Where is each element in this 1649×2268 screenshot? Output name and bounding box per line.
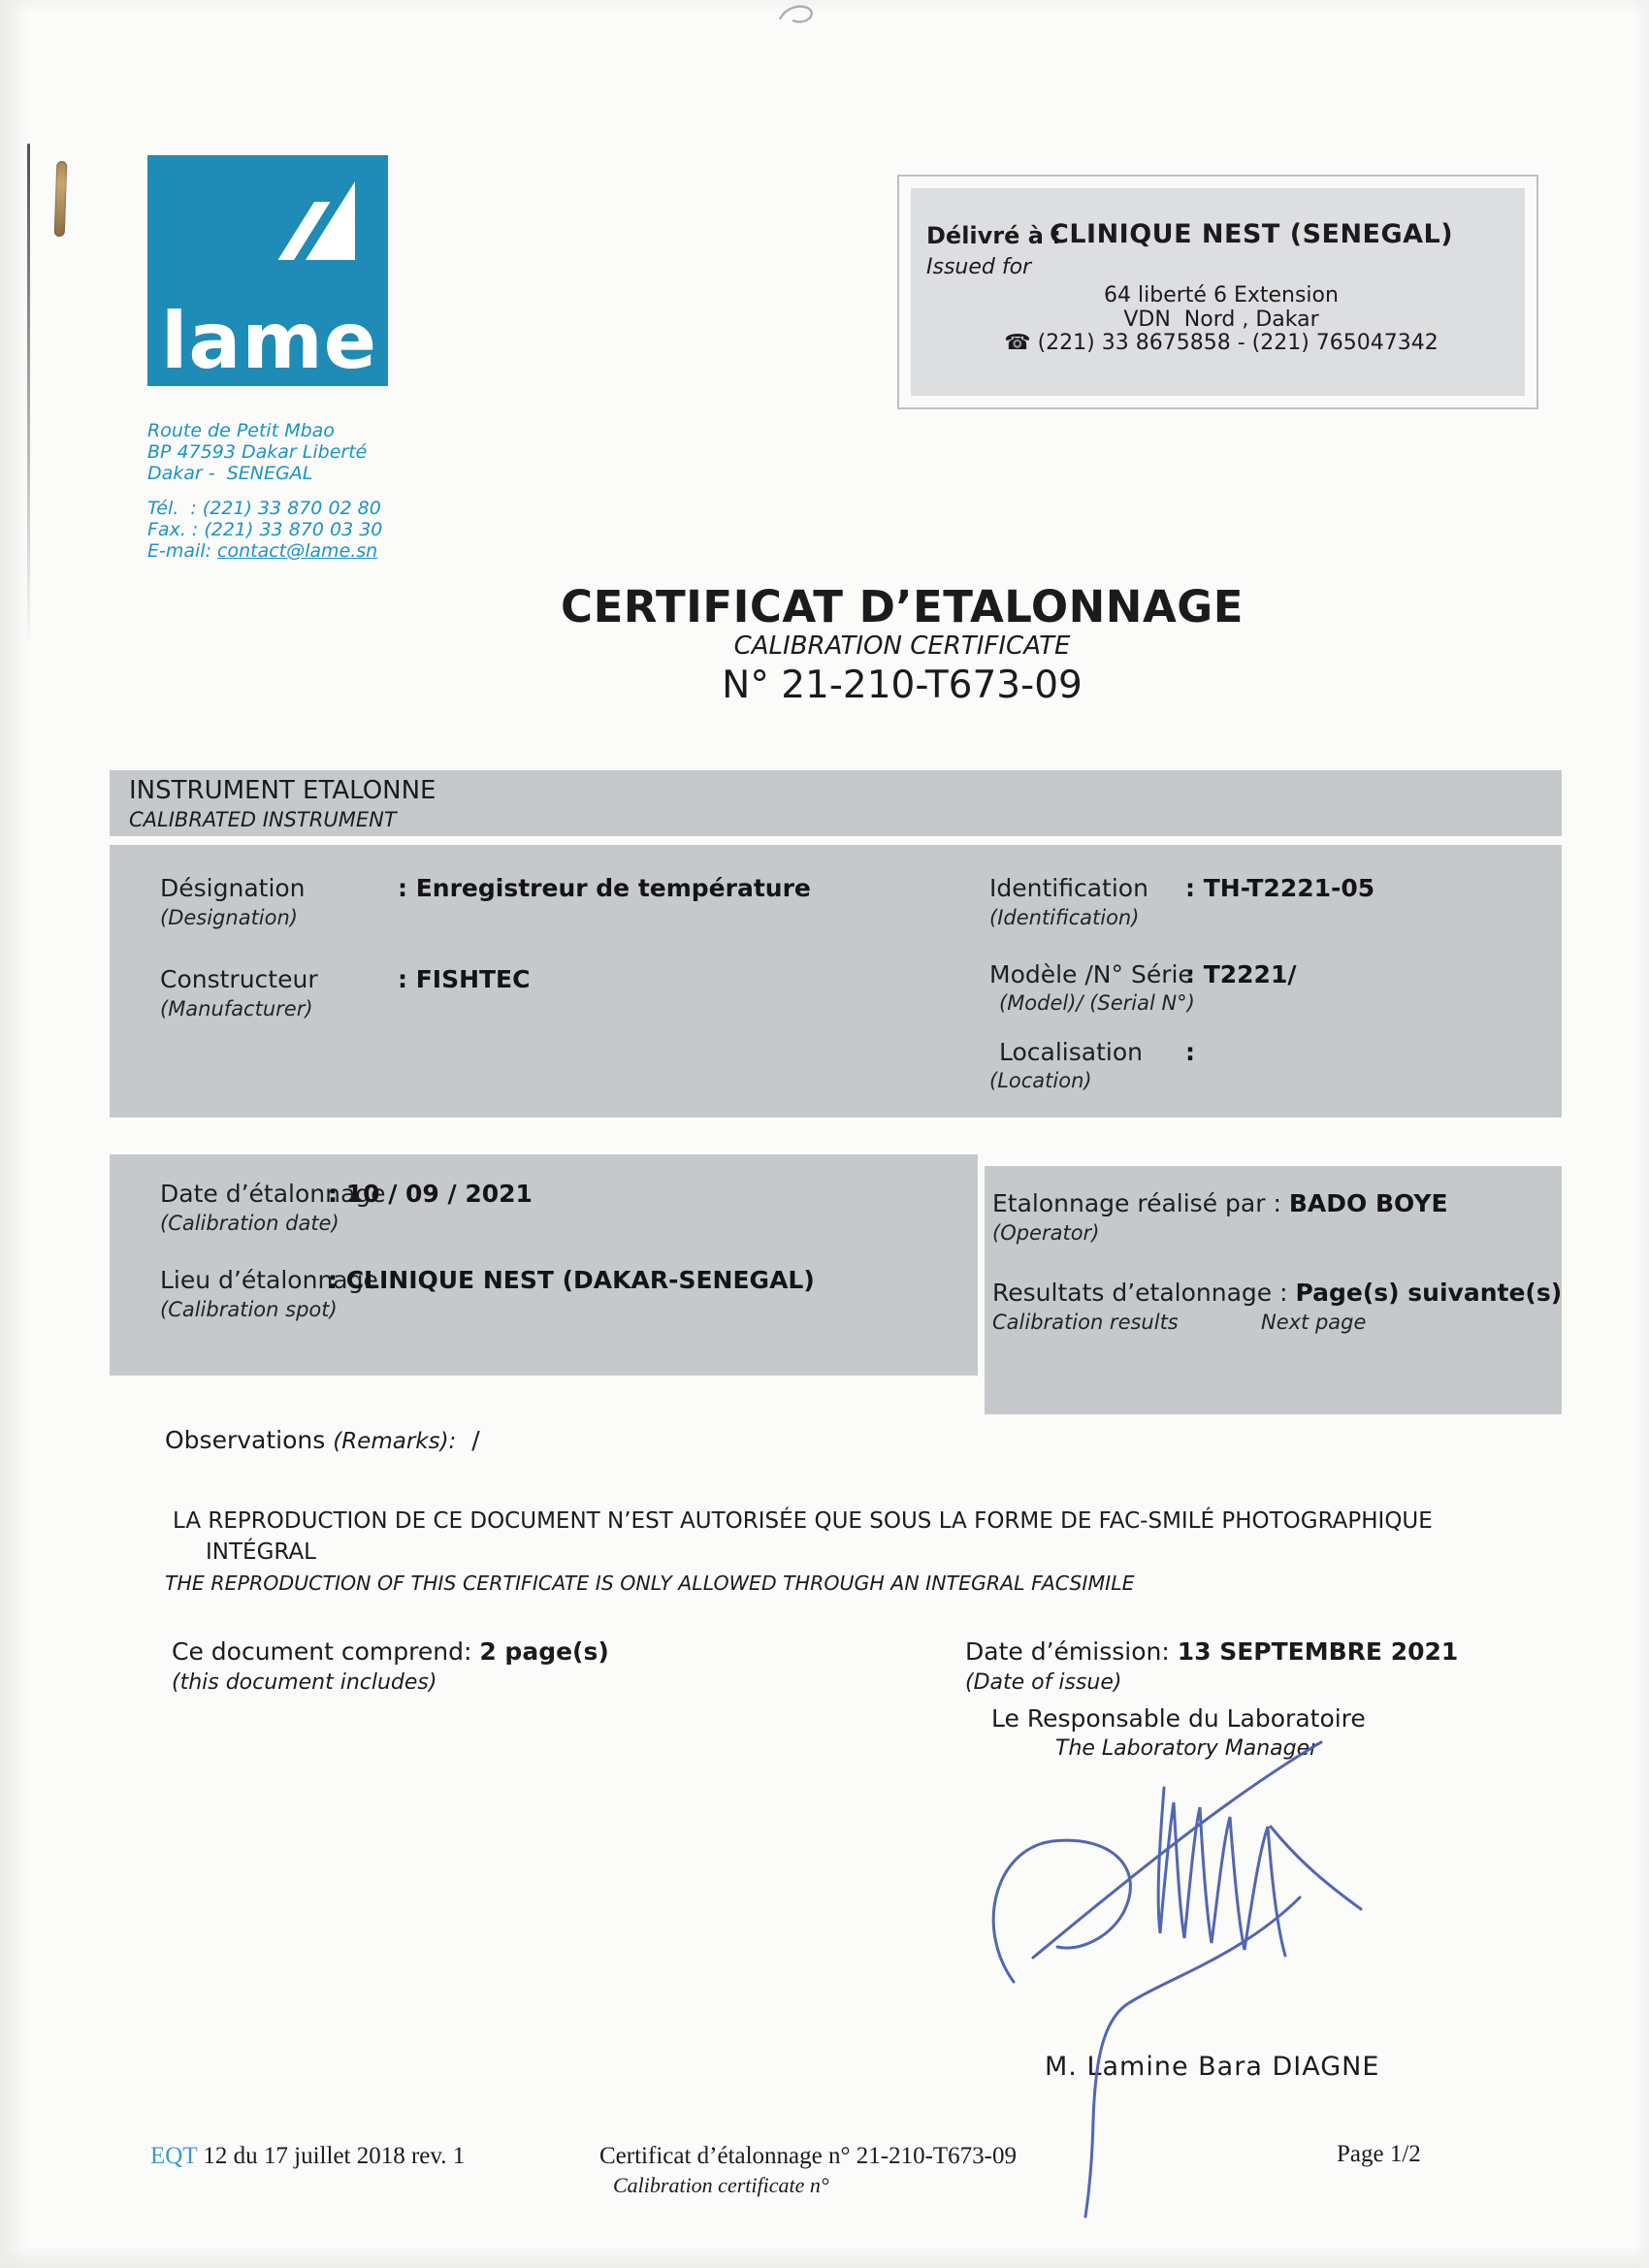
reproduction-notice-fr-line2: INTÉGRAL [206, 1539, 316, 1565]
client-address-line1: 64 liberté 6 Extension [1104, 283, 1339, 308]
field-location-sublabel: (Location) [989, 1069, 1092, 1092]
field-identification-label: Identification [989, 874, 1148, 902]
footer-reference [150, 2142, 465, 2171]
staple [54, 161, 68, 237]
field-manufacturer-sublabel: (Manufacturer) [160, 997, 313, 1021]
observations-value: / [456, 1426, 480, 1454]
results-sublabel-en: Calibration results [992, 1311, 1179, 1334]
field-designation-value: : Enregistreur de température [398, 874, 811, 902]
footer-certificate-number-fr: Certificat d’étalonnage n° 21-210-T673-09 [599, 2143, 1017, 2169]
pages-info-value: 2 page(s) [479, 1637, 609, 1666]
field-model-serial-value: : T2221/ [1185, 960, 1297, 988]
client-phone-line [926, 331, 1516, 356]
field-manufacturer-label: Constructeur [160, 965, 318, 993]
lab-email-link: contact@lame.sn [217, 540, 378, 562]
field-designation-sublabel: (Designation) [160, 906, 298, 929]
certificate-title-fr: CERTIFICAT D’ETALONNAGE [561, 581, 1244, 632]
issue-date-label: Date d’émission: [965, 1637, 1178, 1666]
observations-row [165, 1426, 480, 1455]
footer-certificate-number-en: Calibration certificate n° [613, 2173, 829, 2197]
instrument-section-header-fr: INSTRUMENT ETALONNE [129, 776, 436, 805]
scan-edge-shadow [27, 144, 30, 648]
results-label: Resultats d’etalonnage : [992, 1279, 1296, 1307]
lame-logo [147, 155, 388, 386]
client-name: CLINIQUE NEST (SENEGAL) [1050, 219, 1454, 249]
reproduction-notice-en: THE REPRODUCTION OF THIS CERTIFICATE IS ONLY ALLOWED THROUGH AN INTEGRAL FACSIMILE [165, 1571, 1135, 1595]
observations-remark-label: (Remarks): [333, 1429, 457, 1454]
signer-name: M. Lamine Bara DIAGNE [1045, 2052, 1380, 2082]
calibration-date-sublabel: (Calibration date) [160, 1212, 340, 1235]
issue-date-value: 13 SEPTEMBRE 2021 [1177, 1637, 1459, 1666]
lab-address-line: Dakar - SENEGAL [147, 463, 313, 484]
lab-address-line: Route de Petit Mbao [147, 420, 335, 441]
field-designation-label: Désignation [160, 874, 306, 902]
certificate-number: N° 21-210-T673-09 [722, 664, 1083, 707]
instrument-section-header-en: CALIBRATED INSTRUMENT [129, 808, 397, 831]
results-value: Page(s) suivante(s) [1295, 1279, 1563, 1307]
results-row [992, 1279, 1562, 1308]
pages-info-sublabel: (this document includes) [172, 1670, 437, 1695]
calibration-date-label: Date d’étalonnage [160, 1180, 386, 1208]
scan-smudge [776, 2, 819, 27]
phone-icon: ☎ [1004, 331, 1031, 355]
footer-reference-rest: 12 du 17 juillet 2018 rev. 1 [197, 2143, 466, 2169]
manager-title-fr: Le Responsable du Laboratoire [991, 1704, 1366, 1733]
calibration-spot-value: : CLINIQUE NEST (DAKAR-SENEGAL) [328, 1266, 815, 1294]
pages-info-row [172, 1637, 609, 1667]
field-identification-sublabel: (Identification) [989, 906, 1140, 929]
issue-date-row [965, 1637, 1458, 1667]
footer-reference-code: EQT [150, 2143, 198, 2169]
lab-fax: Fax. : (221) 33 870 03 30 [147, 519, 383, 540]
observations-label: Observations [165, 1426, 334, 1454]
issued-for-label-fr: Délivré à : [926, 222, 1061, 249]
client-phone-numbers: (221) 33 8675858 - (221) 765047342 [1030, 331, 1439, 355]
logo-brand-text: lame [161, 296, 378, 386]
lab-email-prefix: E-mail: [147, 540, 218, 562]
calibration-spot-sublabel: (Calibration spot) [160, 1298, 338, 1321]
calibration-spot-label: Lieu d’étalonnage [160, 1266, 378, 1294]
field-model-serial-sublabel: (Model)/ (Serial N°) [999, 991, 1195, 1015]
client-address-line2: VDN Nord , Dakar [1123, 308, 1319, 332]
issue-date-sublabel: (Date of issue) [965, 1670, 1122, 1695]
manager-title-en: The Laboratory Manager [1055, 1736, 1319, 1761]
issued-for-label-en: Issued for [926, 255, 1032, 279]
operator-label: Etalonnage réalisé par : [992, 1189, 1289, 1217]
field-model-serial-label: Modèle /N° Série [989, 960, 1193, 988]
field-location-label: Localisation [999, 1038, 1143, 1066]
lab-phone: Tél. : (221) 33 870 02 80 [147, 498, 381, 519]
operator-value: BADO BOYE [1288, 1189, 1448, 1217]
logo-triangle-icon [233, 169, 378, 316]
footer-page-number: Page 1/2 [1337, 2141, 1421, 2167]
results-sublabel-en2: Next page [1261, 1311, 1367, 1334]
operator-sublabel: (Operator) [992, 1221, 1100, 1245]
pages-info-label: Ce document comprend: [172, 1637, 480, 1666]
operator-row [992, 1189, 1448, 1218]
field-location-value: : [1185, 1038, 1195, 1066]
lab-address-line: BP 47593 Dakar Liberté [147, 441, 368, 463]
lab-email-line [147, 540, 377, 562]
signature-ink [980, 1734, 1416, 2219]
field-manufacturer-value: : FISHTEC [398, 965, 531, 993]
calibration-date-value: : 10 / 09 / 2021 [328, 1180, 533, 1208]
certificate-title-en: CALIBRATION CERTIFICATE [733, 632, 1071, 661]
reproduction-notice-fr-line1: LA REPRODUCTION DE CE DOCUMENT N’EST AUTORISÉE QUE SOUS LA FORME DE FAC-SMILÉ PHOTOGRAPHIQUE [173, 1508, 1433, 1534]
field-identification-value: : TH-T2221-05 [1185, 874, 1375, 902]
